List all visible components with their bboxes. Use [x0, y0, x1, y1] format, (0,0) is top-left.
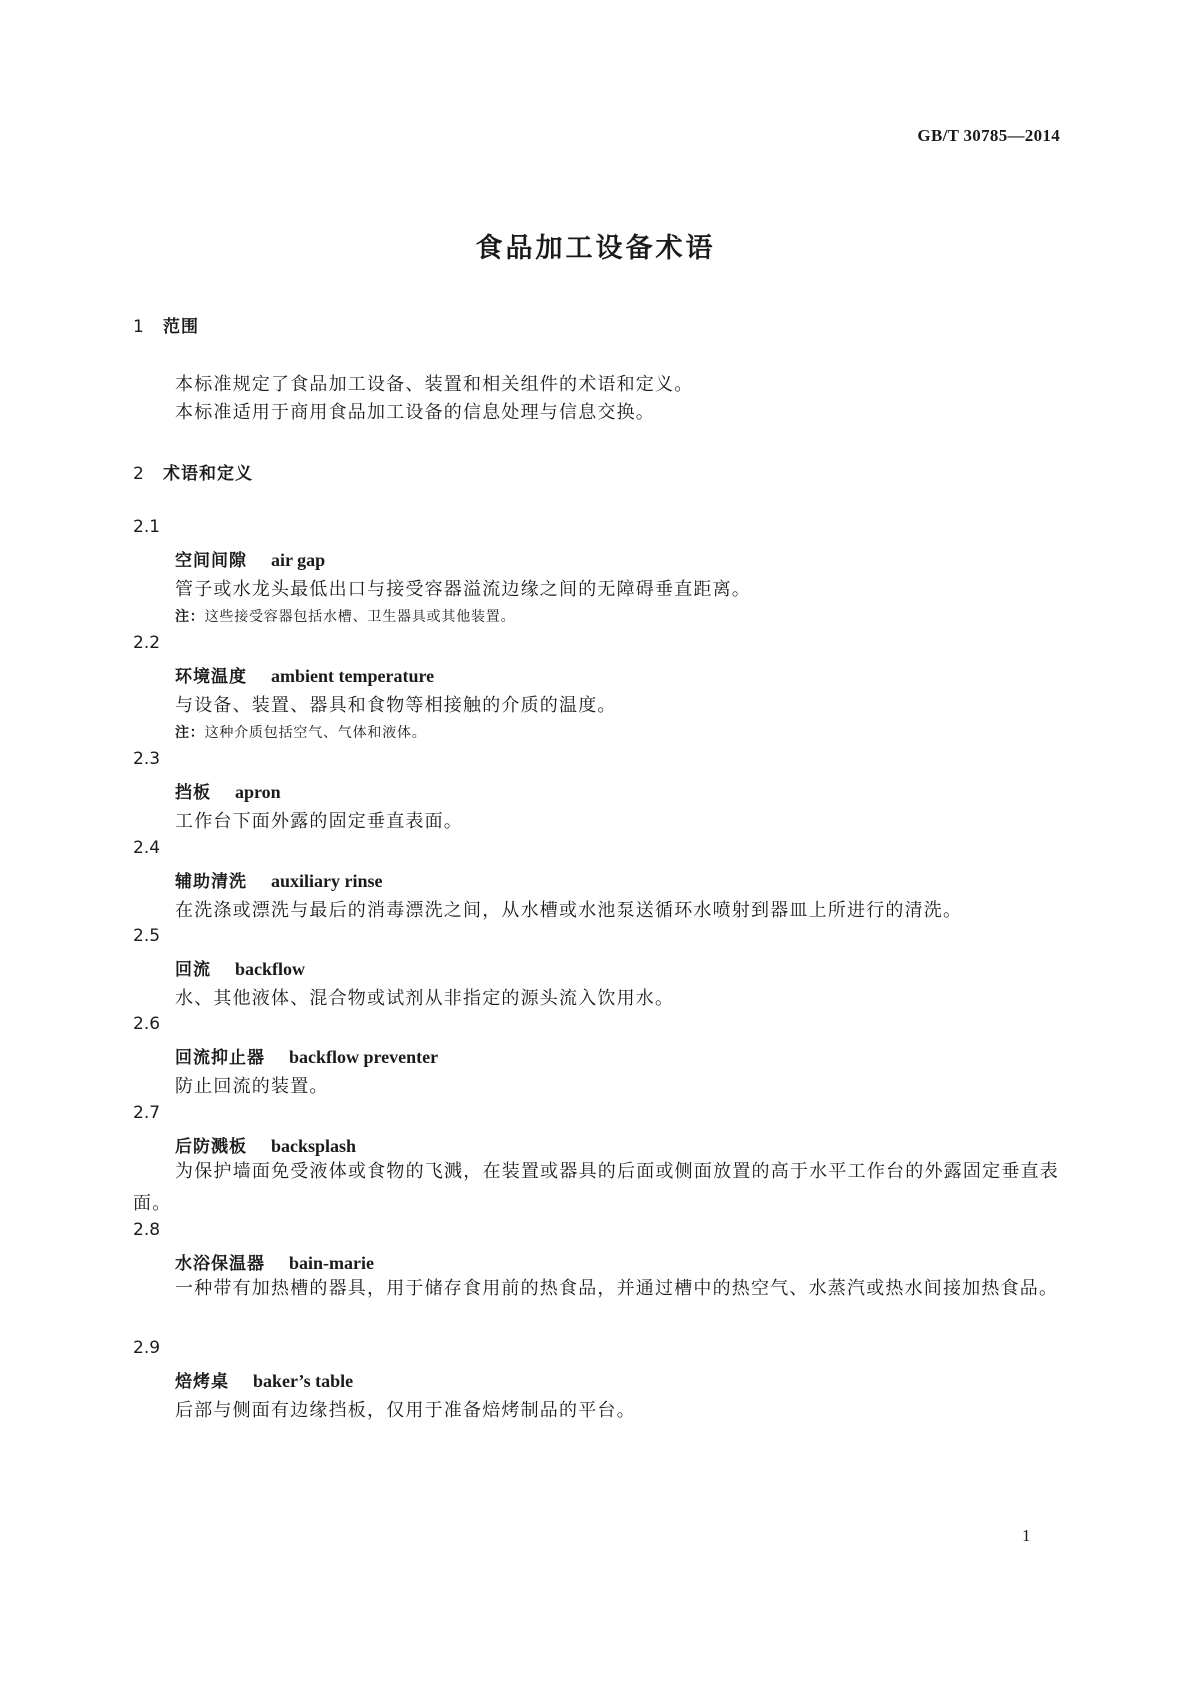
term-definition: 一种带有加热槽的器具，用于储存食用前的热食品，并通过槽中的热空气、水蒸汽或热水间接加热食品。 — [175, 1278, 1059, 1299]
term-chinese: 回流抑止器 — [175, 1048, 265, 1068]
note-text: 这种介质包括空气、气体和液体。 — [204, 725, 427, 741]
section-1-title: 范围 — [163, 317, 199, 337]
section-2-title: 术语和定义 — [163, 464, 253, 484]
term-definition: 后部与侧面有边缘挡板，仅用于准备焙烤制品的平台。 — [175, 1400, 636, 1421]
term-number: 2.1 — [133, 517, 161, 537]
term-english: backsplash — [271, 1136, 357, 1156]
term-name — [175, 867, 383, 892]
term-english: backflow — [235, 959, 306, 979]
term-english: air gap — [271, 550, 326, 570]
term-chinese: 辅助清洗 — [175, 872, 247, 892]
term-english: baker’s table — [253, 1371, 354, 1391]
term-definition: 防止回流的装置。 — [175, 1076, 329, 1097]
note-label: 注： — [175, 725, 205, 741]
term-chinese: 空间间隙 — [175, 551, 247, 571]
term-english: backflow preventer — [289, 1047, 439, 1067]
term-definition: 在洗涤或漂洗与最后的消毒漂洗之间，从水槽或水池泵送循环水喷射到器皿上所进行的清洗。 — [175, 900, 963, 921]
term-english: ambient temperature — [271, 666, 435, 686]
term-number: 2.3 — [133, 749, 161, 769]
term-name — [175, 955, 305, 980]
section-1-number: 1 — [133, 317, 145, 337]
section-2-number: 2 — [133, 464, 145, 484]
term-english: bain-marie — [289, 1253, 374, 1273]
section-1-paragraph-1: 本标准规定了食品加工设备、装置和相关组件的术语和定义。 — [175, 374, 694, 395]
document-code: GB/T 30785—2014 — [917, 126, 1060, 145]
term-name — [175, 662, 434, 687]
document-title: 食品加工设备术语 — [475, 233, 716, 264]
term-definition: 水、其他液体、混合物或试剂从非指定的源头流入饮用水。 — [175, 988, 675, 1009]
term-chinese: 环境温度 — [175, 667, 247, 687]
term-definition: 工作台下面外露的固定垂直表面。 — [175, 811, 463, 832]
term-note — [175, 722, 427, 742]
term-name — [175, 1249, 374, 1274]
term-chinese: 焙烤桌 — [175, 1372, 229, 1392]
term-name — [175, 546, 325, 571]
term-number: 2.4 — [133, 838, 161, 858]
term-english: apron — [235, 782, 281, 802]
term-number: 2.8 — [133, 1220, 161, 1240]
term-chinese: 挡板 — [175, 783, 211, 803]
term-number: 2.5 — [133, 926, 161, 946]
term-name — [175, 1043, 438, 1068]
term-english: auxiliary rinse — [271, 871, 383, 891]
term-name — [175, 778, 281, 803]
term-definition: 为保护墙面免受液体或食物的飞溅，在装置或器具的后面或侧面放置的高于水平工作台的外露固定垂直表面。 — [133, 1161, 1059, 1214]
term-number: 2.7 — [133, 1103, 161, 1123]
term-chinese: 水浴保温器 — [175, 1254, 265, 1274]
term-name — [175, 1132, 356, 1157]
term-number: 2.2 — [133, 633, 161, 653]
page-number: 1 — [1022, 1526, 1031, 1545]
note-label: 注： — [175, 609, 205, 625]
term-definition: 管子或水龙头最低出口与接受容器溢流边缘之间的无障碍垂直距离。 — [175, 579, 751, 600]
term-chinese: 回流 — [175, 960, 211, 980]
term-definition: 与设备、装置、器具和食物等相接触的介质的温度。 — [175, 695, 617, 716]
term-number: 2.9 — [133, 1338, 161, 1358]
term-chinese: 后防溅板 — [175, 1137, 247, 1157]
term-note — [175, 606, 515, 626]
term-number: 2.6 — [133, 1014, 161, 1034]
term-name — [175, 1367, 353, 1392]
section-1-heading — [133, 312, 199, 337]
section-1-paragraph-2: 本标准适用于商用食品加工设备的信息处理与信息交换。 — [175, 402, 655, 423]
note-text: 这些接受容器包括水槽、卫生器具或其他装置。 — [204, 609, 516, 625]
section-2-heading — [133, 459, 253, 484]
